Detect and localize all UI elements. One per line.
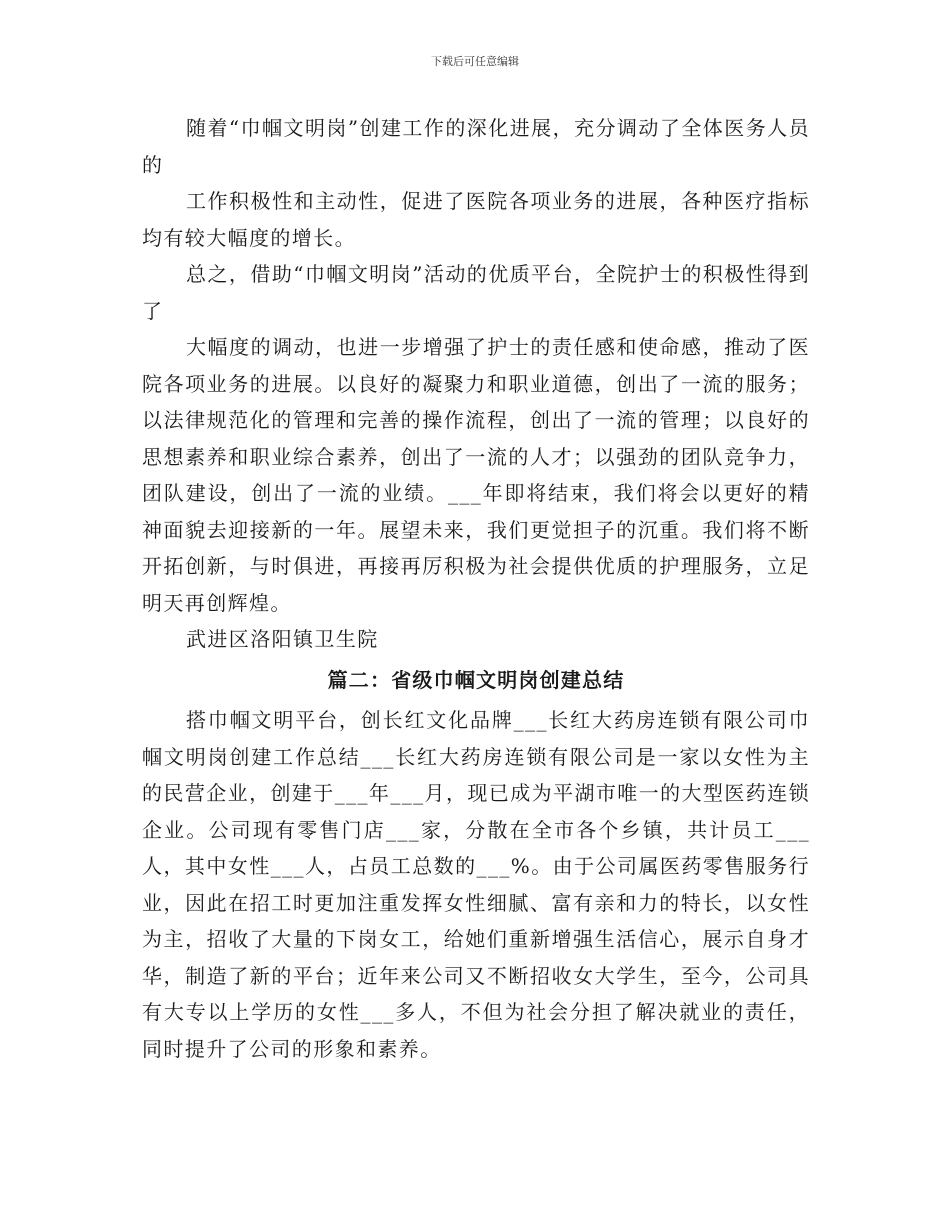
section-heading: 篇二：省级巾帼文明岗创建总结 [327,667,625,692]
document-body [142,110,810,1067]
paragraph-1: 随着“巾帼文明岗”创建工作的深化进展，充分调动了全体医务人员的 [142,116,810,177]
paragraph-5: 搭巾帼文明平台，创长红文化品牌___长红大药房连锁有限公司巾帼文明岗创建工作总结___长红大药房连锁有限公司是一家以女性为主的民营企业，创建于___年___月，现已成为平湖市唯一的大型医药连锁企业。公司现有零售门店___家，分散在全市各个乡镇，共计员工___人，其中女性___人，占员工总数的___%。由于公司属医药零售服务行业，因此在招工时更加注重发挥女性细腻、富有亲和力的特长，以女性为主，招收了大量的下岗女工，给她们重新增强生活信心，展示自身才华，制造了新的平台；近年来公司又不断招收女大学生，至今，公司具有大专以上学历的女性___多人，不但为社会分担了解决就业的责任，同时提升了公司的形象和素养。 [142,708,810,1061]
paragraph-4: 大幅度的调动，也进一步增强了护士的责任感和使命感，推动了医院各项业务的进展。以良好的凝聚力和职业道德，创出了一流的服务；以法律规范化的管理和完善的操作流程，创出了一流的管理；以良好的思想素养和职业综合素养，创出了一流的人才；以强劲的团队竞争力，团队建设，创出了一流的业绩。___年即将结束，我们将会以更好的精神面貌去迎接新的一年。展望未来，我们更觉担子的沉重。我们将不断开拓创新，与时俱进，再接再厉积极为社会提供优质的护理服务，立足明天再创辉煌。 [142,335,810,615]
signature-line: 武进区洛阳镇卫生院 [186,627,379,651]
paragraph-3: 总之，借助“巾帼文明岗”活动的优质平台，全院护士的积极性得到了 [142,262,810,323]
page-header-note: 下载后可任意编辑 [431,55,519,68]
paragraph-2: 工作积极性和主动性，促进了医院各项业务的进展，各种医疗指标均有较大幅度的增长。 [142,189,810,250]
